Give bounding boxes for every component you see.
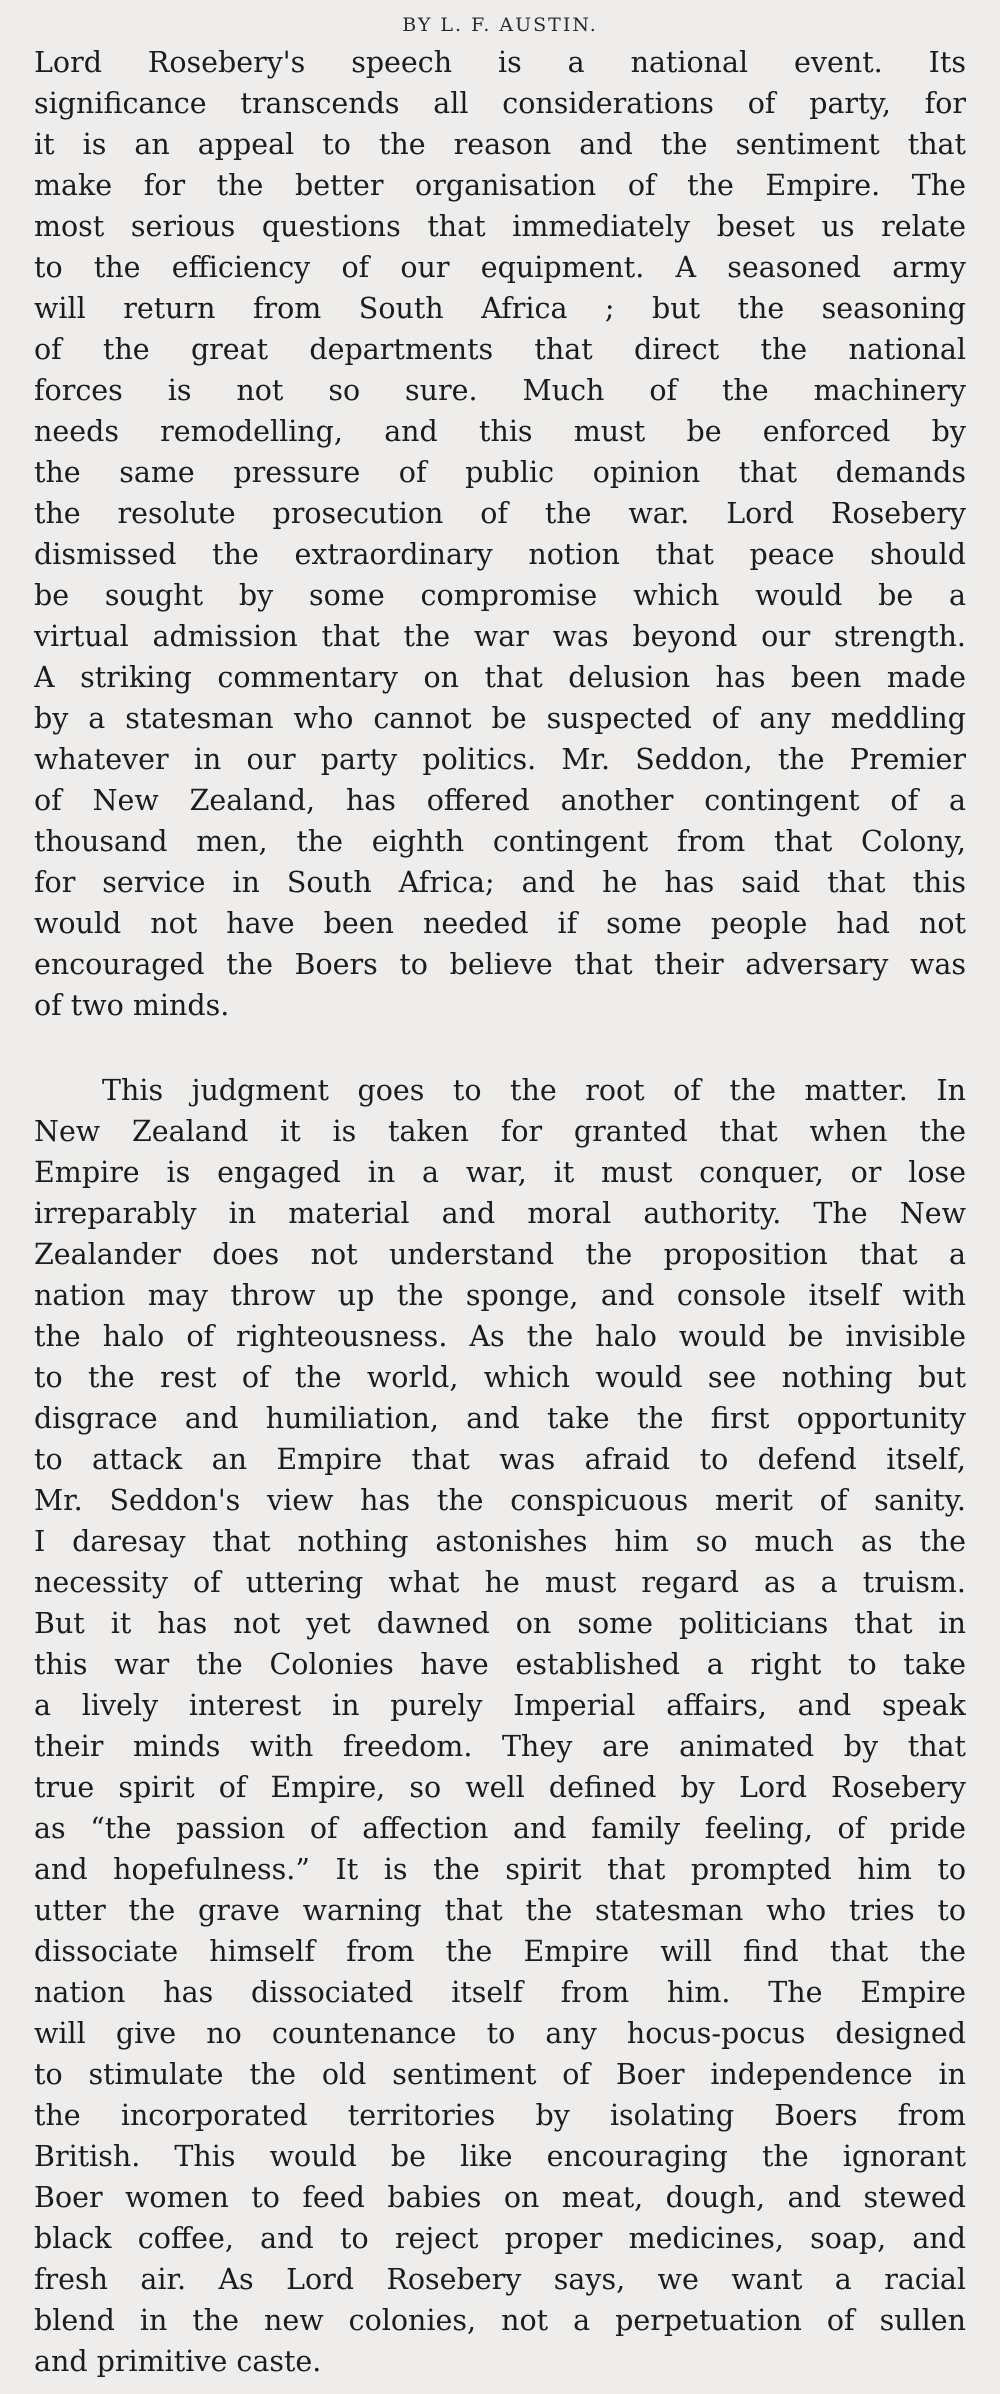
text-line: But it has not yet dawned on some politicians that in bbox=[34, 1607, 966, 1640]
text-line: most serious questions that immediately beset us relate bbox=[34, 210, 966, 243]
text-line: the resolute prosecution of the war. Lord Rosebery bbox=[34, 497, 966, 530]
text-line: Empire is engaged in a war, it must conquer, or lose bbox=[34, 1156, 966, 1189]
text-line: of the great departments that direct the national bbox=[34, 333, 966, 366]
byline: BY L. F. AUSTIN. bbox=[402, 14, 598, 36]
text-line: would not have been needed if some people had not bbox=[34, 907, 966, 940]
text-line: by a statesman who cannot be suspected of any meddling bbox=[34, 702, 966, 735]
text-line: nation may throw up the sponge, and console itself with bbox=[34, 1279, 966, 1312]
text-line: true spirit of Empire, so well defined by Lord Rosebery bbox=[34, 1771, 966, 1804]
text-line: disgrace and humiliation, and take the first opportunity bbox=[34, 1402, 966, 1435]
text-line: needs remodelling, and this must be enforced by bbox=[34, 415, 966, 448]
paragraph-1 bbox=[34, 42, 966, 1026]
text-line: and hopefulness.” It is the spirit that prompted him to bbox=[34, 1853, 966, 1886]
text-line: as “the passion of affection and family feeling, of pride bbox=[34, 1812, 966, 1845]
text-line: forces is not so sure. Much of the machinery bbox=[34, 374, 966, 407]
text-line: nation has dissociated itself from him. The Empire bbox=[34, 1976, 966, 2009]
text-line: blend in the new colonies, not a perpetuation of sullen bbox=[34, 2304, 966, 2337]
text-line: British. This would be like encouraging the ignorant bbox=[34, 2140, 966, 2173]
paragraph-2 bbox=[34, 1070, 966, 2382]
text-line: I daresay that nothing astonishes him so much as the bbox=[34, 1525, 966, 1558]
text-line: New Zealand it is taken for granted that when the bbox=[34, 1115, 966, 1148]
text-line: dismissed the extraordinary notion that peace should bbox=[34, 538, 966, 571]
text-line: necessity of uttering what he must regard as a truism. bbox=[34, 1566, 966, 1599]
text-line: utter the grave warning that the statesman who tries to bbox=[34, 1894, 966, 1927]
text-line: Boer women to feed babies on meat, dough, and stewed bbox=[34, 2181, 966, 2214]
text-line: of New Zealand, has offered another contingent of a bbox=[34, 784, 966, 817]
text-line: make for the better organisation of the Empire. The bbox=[34, 169, 966, 202]
text-line: to attack an Empire that was afraid to defend itself, bbox=[34, 1443, 966, 1476]
text-line: the same pressure of public opinion that demands bbox=[34, 456, 966, 489]
text-line: be sought by some compromise which would be a bbox=[34, 579, 966, 612]
text-line: to the efficiency of our equipment. A seasoned army bbox=[34, 251, 966, 284]
text-line: whatever in our party politics. Mr. Seddon, the Premier bbox=[34, 743, 966, 776]
text-line: dissociate himself from the Empire will find that the bbox=[34, 1935, 966, 1968]
text-line: will give no countenance to any hocus-pocus designed bbox=[34, 2017, 966, 2050]
text-line: and primitive caste. bbox=[34, 2345, 322, 2378]
text-line: thousand men, the eighth contingent from that Colony, bbox=[34, 825, 966, 858]
text-line: encouraged the Boers to believe that their adversary was bbox=[34, 948, 966, 981]
text-line: Zealander does not understand the proposition that a bbox=[34, 1238, 966, 1271]
text-line: for service in South Africa; and he has said that this bbox=[34, 866, 966, 899]
text-line: This judgment goes to the root of the matter. In bbox=[102, 1074, 966, 1107]
text-line: of two minds. bbox=[34, 989, 230, 1022]
text-line: A striking commentary on that delusion has been made bbox=[34, 661, 966, 694]
text-line: to the rest of the world, which would see nothing but bbox=[34, 1361, 966, 1394]
text-line: black coffee, and to reject proper medicines, soap, and bbox=[34, 2222, 966, 2255]
text-line: Mr. Seddon's view has the conspicuous merit of sanity. bbox=[34, 1484, 966, 1517]
text-line: the halo of righteousness. As the halo would be invisible bbox=[34, 1320, 966, 1353]
text-line: their minds with freedom. They are animated by that bbox=[34, 1730, 966, 1763]
text-line: virtual admission that the war was beyond our strength. bbox=[34, 620, 966, 653]
text-line: this war the Colonies have established a right to take bbox=[34, 1648, 966, 1681]
text-line: irreparably in material and moral authority. The New bbox=[34, 1197, 966, 1230]
text-line: will return from South Africa ; but the seasoning bbox=[34, 292, 966, 325]
text-line: a lively interest in purely Imperial affairs, and speak bbox=[34, 1689, 966, 1722]
text-line: to stimulate the old sentiment of Boer independence in bbox=[34, 2058, 966, 2091]
text-line: significance transcends all considerations of party, for bbox=[34, 87, 966, 120]
text-line: Lord Rosebery's speech is a national event. Its bbox=[34, 46, 966, 79]
text-line: fresh air. As Lord Rosebery says, we want a racial bbox=[34, 2263, 966, 2296]
text-line: the incorporated territories by isolating Boers from bbox=[34, 2099, 966, 2132]
text-line: it is an appeal to the reason and the sentiment that bbox=[34, 128, 966, 161]
